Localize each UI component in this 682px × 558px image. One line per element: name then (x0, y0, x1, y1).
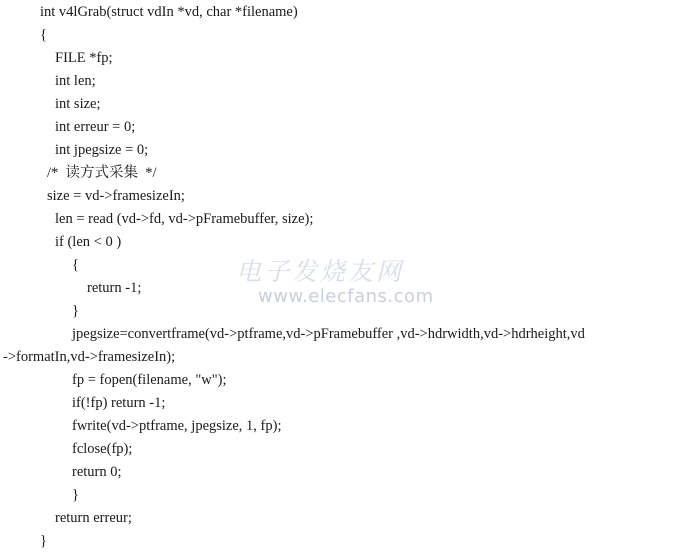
code-line-15: jpegsize=convertframe(vd->ptframe,vd->pFramebuffer ,vd->hdrwidth,vd->hdrheight,vd (72, 326, 585, 342)
code-line-6: int erreur = 0; (55, 119, 136, 135)
code-line-21: return 0; (72, 464, 122, 480)
code-line-2: { (40, 27, 47, 43)
code-line-13: return -1; (87, 280, 142, 296)
code-line-16: ->formatIn,vd->framesizeIn); (3, 349, 176, 365)
code-line-19: fwrite(vd->ptframe, jpegsize, 1, fp); (72, 418, 282, 434)
code-line-7: int jpegsize = 0; (55, 142, 149, 158)
watermark-url: www.elecfans.com (258, 286, 434, 307)
code-line-5: int size; (55, 96, 101, 112)
code-line-23: return erreur; (55, 510, 132, 526)
code-line-3: FILE *fp; (55, 50, 113, 66)
watermark (236, 252, 436, 312)
code-line-18: if(!fp) return -1; (72, 395, 166, 411)
watermark-chinese-text: 电子发烧友网 (236, 257, 405, 286)
code-line-11: if (len < 0 ) (55, 234, 122, 250)
code-line-20: fclose(fp); (72, 441, 133, 457)
code-line-24: } (40, 533, 47, 549)
code-line-14: } (72, 303, 79, 319)
code-line-9: size = vd->framesizeIn; (47, 188, 185, 204)
code-line-1: int v4lGrab(struct vdIn *vd, char *filename) (40, 4, 298, 20)
code-line-8: /* 读方式采集 */ (47, 165, 157, 181)
code-line-12: { (72, 257, 79, 273)
code-line-17: fp = fopen(filename, "w"); (72, 372, 227, 388)
code-line-4: int len; (55, 73, 96, 89)
code-line-22: } (72, 487, 79, 503)
code-line-10: len = read (vd->fd, vd->pFramebuffer, size); (55, 211, 314, 227)
